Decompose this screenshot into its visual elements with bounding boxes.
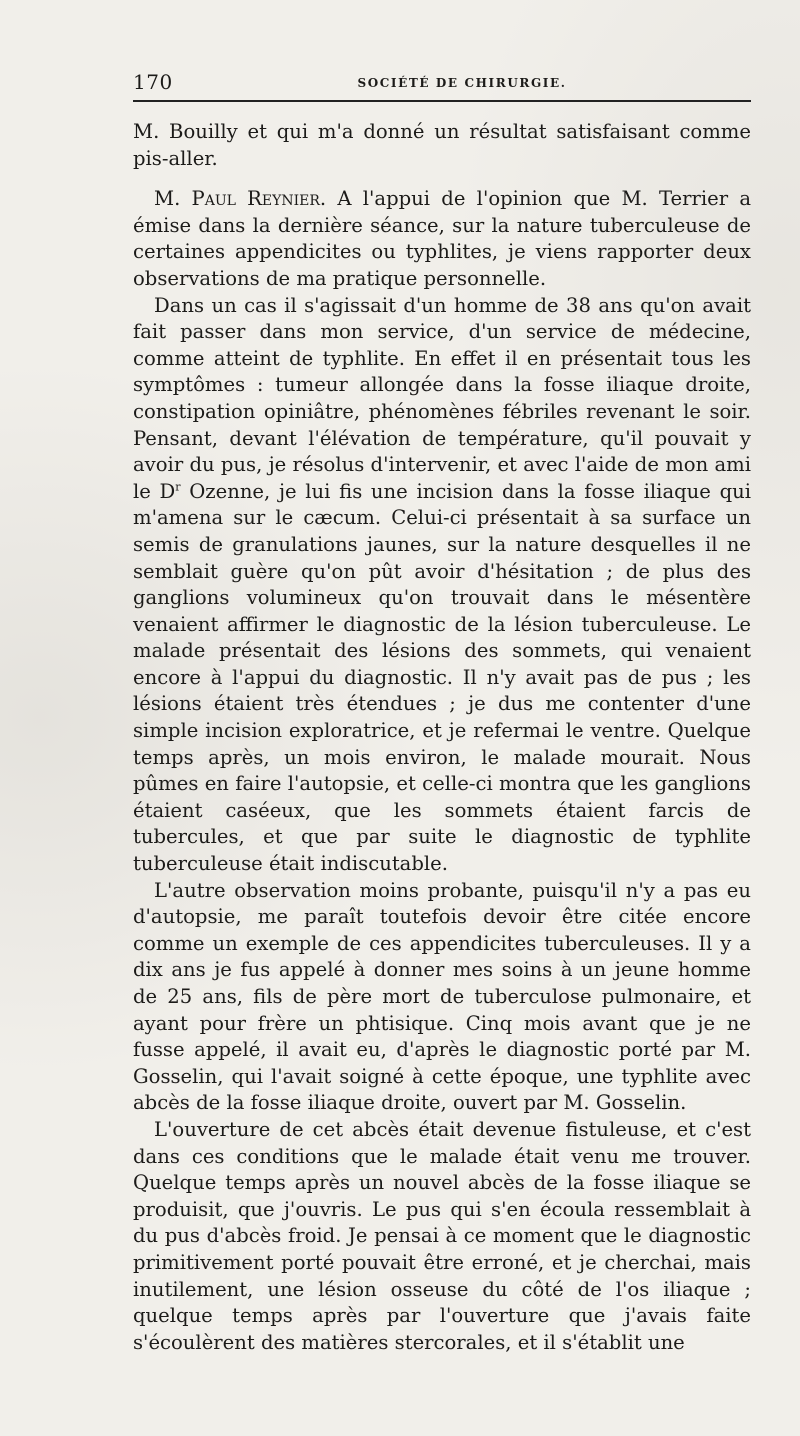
paragraph-text: Dans un cas il s'agissait d'un homme de 38 ans qu'on avait fait passer dans mon service, d'un service de médecine, comme atteint de typhlite. En effet il en présentait tous les symptômes : tumeur allongée dans la fosse iliaque droite, constipation opiniâtre, phénomènes fébriles revenant le soir. Pensant, devant l'élévation de température, qu'il pouvait y avoir du pus, je résolus d'intervenir, et avec l'aide de mon ami le D — [133, 293, 751, 503]
paragraph-abscess: L'ouverture de cet abcès était devenue fistuleuse, et c'est dans ces conditions que le malade était venu me trouver. Quelque temps après un nouvel abcès de la fosse iliaque se produisit, que j'ouvris. Le pus qui s'en écoula ressemblait à du pus d'abcès froid. Je pensai à ce moment que le diagnostic primitivement porté pouvait être erroné, et je cherchai, mais inutilement, une lésion osseuse du côté de l'os iliaque ; quelque temps après par l'ouverture que j'avais faite s'écoulèrent des matières stercorales, et il s'établit une — [133, 1117, 751, 1354]
paragraph-reynier-intro — [133, 186, 751, 292]
speaker-prefix: M. — [154, 187, 181, 211]
paragraph-second-case: L'autre observation moins probante, puisqu'il n'y a pas eu d'autopsie, me paraît toutefois devoir être citée encore comme un exemple de ces appendicites tuberculeuses. Il y a dix ans je fus appelé à donner mes soins à un jeune homme de 25 ans, fils de père mort de tuberculose pulmonaire, et ayant pour frère un phtisique. Cinq mois avant que je ne fusse appelé, il avait eu, d'après le diagnostic porté par M. Gosselin, qui l'avait soigné à cette époque, une typhlite avec abcès de la fosse iliaque droite, ouvert par M. Gosselin. — [133, 878, 751, 1115]
paragraph-continuation: M. Bouilly et qui m'a donné un résultat satisfaisant comme pis-aller. — [133, 120, 751, 170]
body-text — [133, 119, 751, 1356]
paragraph-text: Ozenne, je lui fis une incision dans la fosse iliaque qui m'amena sur le cæcum. Celui-ci présentait à sa surface un semis de granulations jaunes, sur la nature desquelles il ne semblait guère qu'on pût avoir d'hésitation ; de plus des ganglions volumineux qu'on trouvait dans le mésentère venaient affirmer le diagnostic de la lésion tuberculeuse. Le malade présentait des lésions des sommets, qui venaient encore à l'appui du diagnostic. Il n'y avait pas de pus ; les lésions étaient très étendues ; je dus me contenter d'une simple incision exploratrice, et je refermai le ventre. Quelque temps après, un mois environ, le malade mourait. Nous pûmes en faire l'autopsie, et celle-ci montra que les ganglions étaient caséeux, que les sommets étaient farcis de tubercules, et que par suite le diagnostic de typhlite tuberculeuse était indiscutable. — [133, 479, 751, 876]
paragraph-first-case — [133, 293, 751, 878]
paragraph-text: . A l'appui de l'opinion que M. Terrier a émise dans la dernière séance, sur la nature tuberculeuse de certaines appendicites ou typhlites, je viens rapporter deux observations de ma pratique personnelle. — [133, 187, 752, 290]
superscript-r: r — [175, 480, 181, 494]
page-header — [133, 70, 751, 98]
page-number: 170 — [133, 70, 173, 94]
speaker-name: Paul Reynier — [191, 187, 320, 211]
header-rule — [133, 100, 751, 102]
running-title: SOCIÉTÉ DE CHIRURGIE. — [357, 76, 567, 90]
